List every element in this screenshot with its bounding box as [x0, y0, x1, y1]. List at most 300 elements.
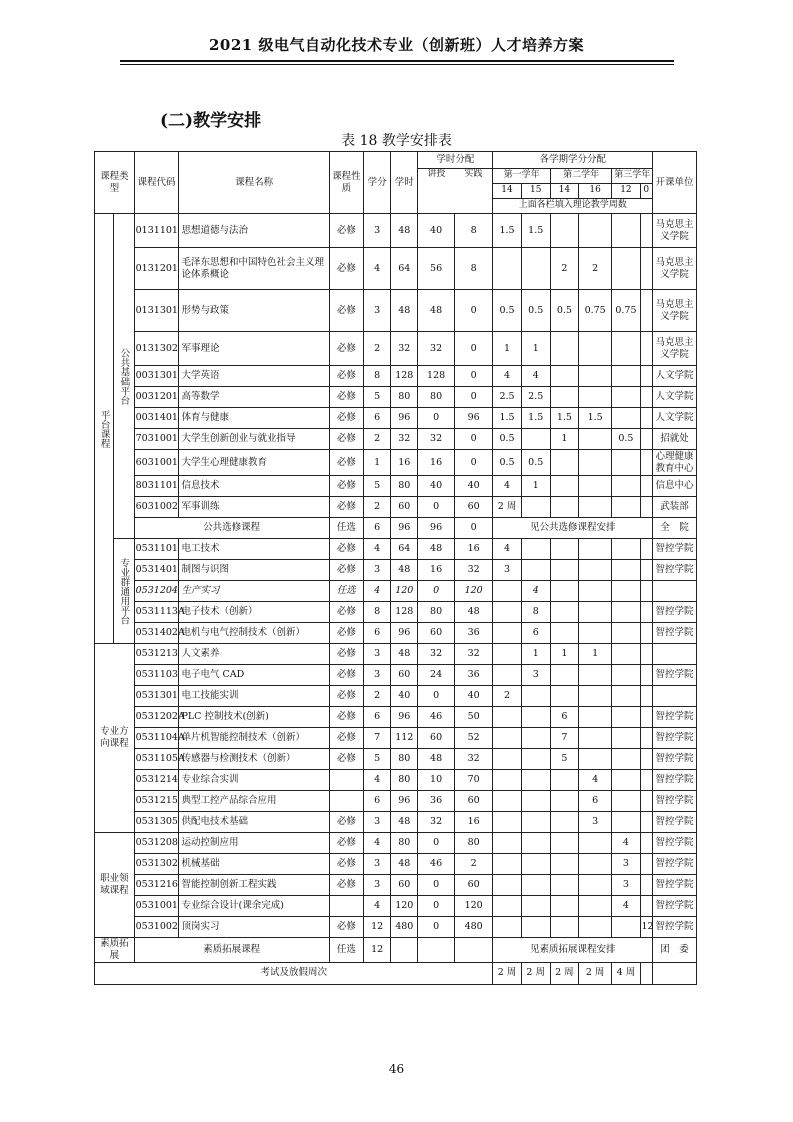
group-public-base: 公共基础平台: [113, 214, 134, 539]
cell-dept: 智控学院: [653, 896, 697, 917]
cell-credit: 5: [364, 387, 391, 408]
cell-practice: 120: [454, 896, 493, 917]
cell-nature: 必修: [329, 602, 363, 623]
course-code: 0131101: [134, 214, 179, 248]
cell-hours: 48: [391, 812, 418, 833]
cell-s4: [578, 214, 611, 248]
cell-credit: 6: [364, 791, 391, 812]
cell-nature: 必修: [329, 408, 363, 429]
course-code: 0131302: [134, 332, 179, 366]
cell-lecture: 36: [418, 791, 455, 812]
cell-hours: 80: [391, 749, 418, 770]
cell-dept: 人文学院: [653, 408, 697, 429]
cell-nature: 必修: [329, 686, 363, 707]
cell-dept: 智控学院: [653, 728, 697, 749]
table-row: [95, 387, 697, 408]
course-code: 0031301: [134, 366, 179, 387]
cell-lecture: 0: [418, 497, 455, 518]
cell-nature: 必修: [329, 665, 363, 686]
cell-s2: [521, 791, 550, 812]
course-name: 机械基础: [179, 854, 329, 875]
cell-s4: [578, 387, 611, 408]
cell-s6: [640, 728, 653, 749]
table-row: [95, 408, 697, 429]
cell-dept: 招就处: [653, 429, 697, 450]
course-name: 高等数学: [179, 387, 329, 408]
cell-s1: [493, 665, 521, 686]
cell-practice: 32: [454, 749, 493, 770]
cell-s5: [612, 387, 640, 408]
cell-s4: [578, 833, 611, 854]
cell-hours: 48: [391, 560, 418, 581]
cell-hours: 120: [391, 896, 418, 917]
cell-dept: 智控学院: [653, 749, 697, 770]
cell-s1: 4: [493, 366, 521, 387]
cell-dept: 智控学院: [653, 560, 697, 581]
cell-practice: 120: [454, 581, 493, 602]
cell-hours: 48: [391, 290, 418, 332]
cell-s3: [550, 833, 578, 854]
course-name: 电子技术（创新）: [179, 602, 329, 623]
cell-dept: 智控学院: [653, 665, 697, 686]
table-row: [95, 791, 697, 812]
course-name: 形势与政策: [179, 290, 329, 332]
cell-s2: [521, 539, 550, 560]
cell-hours: 96: [391, 408, 418, 429]
cell-hours: 96: [391, 518, 418, 539]
cell-hours: 48: [391, 214, 418, 248]
table-row: [95, 938, 697, 963]
cell-lecture: 24: [418, 665, 455, 686]
cell-lecture: 16: [418, 560, 455, 581]
cell-s4: [578, 497, 611, 518]
cell-s4: [578, 896, 611, 917]
cell-s4: [578, 749, 611, 770]
cell-s5: 0.5: [612, 429, 640, 450]
cell-s5: [612, 214, 640, 248]
cell-hours: 32: [391, 332, 418, 366]
course-name: 智能控制创新工程实践: [179, 875, 329, 896]
cell-s6: [640, 791, 653, 812]
cell-credit: 4: [364, 539, 391, 560]
course-code: 0031401: [134, 408, 179, 429]
cell-s2: [521, 429, 550, 450]
header-rule-thin: [120, 64, 674, 65]
cell-nature: 必修: [329, 812, 363, 833]
cell-credit: 3: [364, 214, 391, 248]
table-row: [95, 214, 697, 248]
cell-credit: 12: [364, 917, 391, 938]
cell-s2: 1: [521, 644, 550, 665]
cell-s6: [640, 623, 653, 644]
header-sem-dist: 各学期学分分配: [493, 152, 653, 169]
cell-s4: [578, 917, 611, 938]
cell-s6: [640, 770, 653, 791]
course-code: 0531302: [134, 854, 179, 875]
cell-practice: 0: [454, 450, 493, 476]
cell-s5: [612, 497, 640, 518]
cell-s5: 3: [612, 854, 640, 875]
course-name: 制图与识图: [179, 560, 329, 581]
cell-s2: 6: [521, 623, 550, 644]
table-row: [95, 917, 697, 938]
table-row: [95, 429, 697, 450]
cell-lecture: 32: [418, 429, 455, 450]
table-row: [95, 539, 697, 560]
cell-s6: [640, 875, 653, 896]
cell-nature: 必修: [329, 854, 363, 875]
course-name: 专业综合实训: [179, 770, 329, 791]
cell-s4: [578, 665, 611, 686]
cell-s5: [612, 644, 640, 665]
cell-s2: 0.5: [521, 450, 550, 476]
course-name: 毛泽东思想和中国特色社会主义理论体系概论: [179, 248, 329, 290]
header-course-name: 课程名称: [179, 152, 329, 214]
course-name: 大学生创新创业与就业指导: [179, 429, 329, 450]
course-code: 0131301: [134, 290, 179, 332]
course-code: 0531216: [134, 875, 179, 896]
group-career-field: 职业领域课程: [95, 833, 135, 938]
exam-week: 4 周: [612, 962, 640, 984]
cell-s6: [640, 581, 653, 602]
cell-hours: 480: [391, 917, 418, 938]
cell-s3: 0.5: [550, 290, 578, 332]
header-hour-dist: 学时分配: [418, 152, 493, 169]
cell-s2: [521, 749, 550, 770]
cell-nature: 必修: [329, 248, 363, 290]
cell-s3: [550, 366, 578, 387]
cell-s1: [493, 248, 521, 290]
cell-s1: 4: [493, 476, 521, 497]
cell-lecture: 48: [418, 749, 455, 770]
cell-lecture: 16: [418, 450, 455, 476]
cell-nature: 必修: [329, 707, 363, 728]
cell-dept: 智控学院: [653, 791, 697, 812]
group-prof-platform: 专业群通用平台: [113, 539, 134, 644]
cell-hours: 112: [391, 728, 418, 749]
header-rule-thick: [120, 60, 674, 62]
cell-credit: 1: [364, 450, 391, 476]
course-code: 0531103: [134, 665, 179, 686]
cell-hours: 48: [391, 854, 418, 875]
cell-practice: 2: [454, 854, 493, 875]
header-course-code: 课程代码: [134, 152, 179, 214]
cell-s6: [640, 408, 653, 429]
cell-s4: [578, 623, 611, 644]
cell-dept: 团 委: [653, 938, 697, 963]
cell-s5: [612, 812, 640, 833]
cell-lecture: 60: [418, 623, 455, 644]
cell-lecture: 96: [418, 518, 455, 539]
cell-hours: 60: [391, 497, 418, 518]
cell-s5: [612, 917, 640, 938]
table-row: [95, 450, 697, 476]
cell-s3: [550, 665, 578, 686]
table-row: [95, 602, 697, 623]
cell-lecture: 0: [418, 408, 455, 429]
cell-s4: [578, 875, 611, 896]
cell-dept: 马克思主义学院: [653, 248, 697, 290]
cell-practice: 40: [454, 686, 493, 707]
cell-s1: [493, 896, 521, 917]
cell-lecture: 80: [418, 602, 455, 623]
cell-s1: [493, 728, 521, 749]
cell-s5: [612, 770, 640, 791]
cell-nature: [329, 896, 363, 917]
header-hour-sub: [418, 169, 493, 214]
cell-credit: 3: [364, 812, 391, 833]
cell-practice: 96: [454, 408, 493, 429]
cell-s3: 1.5: [550, 408, 578, 429]
table-row: [95, 366, 697, 387]
cell-s4: [578, 686, 611, 707]
course-name: 军事训练: [179, 497, 329, 518]
course-code: 0531002: [134, 917, 179, 938]
cell-nature: 任选: [329, 581, 363, 602]
table-row: [95, 248, 697, 290]
cell-arrangement-note: 见公共选修课程安排: [493, 518, 653, 539]
cell-practice: 0: [454, 518, 493, 539]
cell-nature: 必修: [329, 539, 363, 560]
header-year1: 第一学年: [493, 169, 550, 184]
cell-s5: [612, 539, 640, 560]
section-heading: (二)教学安排: [160, 111, 262, 131]
exam-week: [640, 962, 653, 984]
course-code: 0531305: [134, 812, 179, 833]
cell-lecture: 48: [418, 539, 455, 560]
cell-credit: 5: [364, 749, 391, 770]
course-code: 0531104A: [134, 728, 179, 749]
cell-credit: 3: [364, 290, 391, 332]
cell-nature: 必修: [329, 833, 363, 854]
header-course-nature: 课程性质: [329, 152, 363, 214]
header-lecture: 讲授: [427, 169, 446, 179]
course-code: 0531208: [134, 833, 179, 854]
course-name: 大学英语: [179, 366, 329, 387]
header-year2: 第二学年: [550, 169, 612, 184]
cell-lecture: [418, 938, 455, 963]
course-name: 供配电技术基础: [179, 812, 329, 833]
cell-practice: 8: [454, 248, 493, 290]
exam-week: 2 周: [493, 962, 521, 984]
group-quality: 素质拓展: [95, 938, 135, 963]
table-row: [95, 644, 697, 665]
cell-s2: [521, 497, 550, 518]
cell-s3: [550, 539, 578, 560]
cell-lecture: 46: [418, 707, 455, 728]
cell-s3: [550, 450, 578, 476]
cell-practice: 480: [454, 917, 493, 938]
exam-week: 2 周: [578, 962, 611, 984]
course-name: 顶岗实习: [179, 917, 329, 938]
cell-dept: 马克思主义学院: [653, 214, 697, 248]
week-6: 0: [640, 184, 653, 199]
course-code: 0531213: [134, 644, 179, 665]
cell-s5: [612, 749, 640, 770]
cell-credit: 6: [364, 408, 391, 429]
cell-s2: 2.5: [521, 387, 550, 408]
course-code: 0131201: [134, 248, 179, 290]
cell-dept: 智控学院: [653, 623, 697, 644]
cell-s1: 0.5: [493, 290, 521, 332]
cell-hours: 80: [391, 476, 418, 497]
cell-hours: 80: [391, 770, 418, 791]
cell-nature: 必修: [329, 290, 363, 332]
course-name: 单片机智能控制技术（创新）: [179, 728, 329, 749]
table-row: [95, 518, 697, 539]
cell-nature: 必修: [329, 749, 363, 770]
cell-credit: 5: [364, 476, 391, 497]
cell-s5: [612, 476, 640, 497]
cell-s6: [640, 602, 653, 623]
cell-s2: 4: [521, 366, 550, 387]
cell-lecture: 0: [418, 833, 455, 854]
page-number: 46: [388, 1062, 405, 1076]
cell-s1: 0.5: [493, 450, 521, 476]
course-code: 7031001: [134, 429, 179, 450]
cell-credit: 2: [364, 429, 391, 450]
cell-dept: [653, 686, 697, 707]
table-row: [95, 290, 697, 332]
cell-s5: [612, 686, 640, 707]
cell-nature: 任选: [329, 938, 363, 963]
cell-hours: 128: [391, 602, 418, 623]
cell-s2: 1.5: [521, 408, 550, 429]
table-row: [95, 854, 697, 875]
cell-s4: [578, 602, 611, 623]
course-name: 大学生心理健康教育: [179, 450, 329, 476]
cell-s4: [578, 707, 611, 728]
header-dept: 开课单位: [653, 152, 697, 214]
cell-s4: 2: [578, 248, 611, 290]
cell-credit: 8: [364, 602, 391, 623]
cell-s4: [578, 450, 611, 476]
cell-credit: 4: [364, 248, 391, 290]
cell-s2: [521, 560, 550, 581]
cell-dept: 智控学院: [653, 602, 697, 623]
cell-s2: [521, 896, 550, 917]
cell-hours: 64: [391, 539, 418, 560]
cell-s2: 8: [521, 602, 550, 623]
cell-nature: 必修: [329, 728, 363, 749]
cell-s1: [493, 791, 521, 812]
week-4: 16: [578, 184, 611, 199]
cell-dept: 智控学院: [653, 707, 697, 728]
cell-credit: 3: [364, 875, 391, 896]
course-code: 0531001: [134, 896, 179, 917]
cell-hours: 64: [391, 248, 418, 290]
cell-nature: 必修: [329, 387, 363, 408]
course-name: 人文素养: [179, 644, 329, 665]
cell-s1: 1: [493, 332, 521, 366]
cell-hours: 40: [391, 686, 418, 707]
cell-s3: [550, 686, 578, 707]
cell-s6: [640, 665, 653, 686]
cell-s3: [550, 896, 578, 917]
course-name: 电工技术: [179, 539, 329, 560]
cell-s5: 4: [612, 896, 640, 917]
cell-s5: [612, 728, 640, 749]
cell-practice: 40: [454, 476, 493, 497]
course-name: 信息技术: [179, 476, 329, 497]
cell-dept: 马克思主义学院: [653, 332, 697, 366]
cell-lecture: 40: [418, 476, 455, 497]
cell-s3: [550, 560, 578, 581]
cell-hours: 48: [391, 644, 418, 665]
cell-hours: 60: [391, 875, 418, 896]
cell-s3: [550, 875, 578, 896]
table-row: [95, 875, 697, 896]
cell-s1: [493, 644, 521, 665]
cell-credit: 7: [364, 728, 391, 749]
cell-s6: [640, 896, 653, 917]
course-name: 体育与健康: [179, 408, 329, 429]
cell-credit: 4: [364, 833, 391, 854]
course-name: 思想道德与法治: [179, 214, 329, 248]
week-3: 14: [550, 184, 578, 199]
cell-s2: [521, 728, 550, 749]
cell-s4: [578, 728, 611, 749]
cell-credit: 6: [364, 623, 391, 644]
cell-credit: 2: [364, 332, 391, 366]
cell-s2: [521, 854, 550, 875]
cell-s1: [493, 875, 521, 896]
cell-s2: [521, 812, 550, 833]
cell-s3: [550, 770, 578, 791]
cell-s2: 3: [521, 665, 550, 686]
course-name: 军事理论: [179, 332, 329, 366]
cell-s3: [550, 917, 578, 938]
cell-s3: 6: [550, 707, 578, 728]
cell-s3: [550, 791, 578, 812]
header-course-type: 课程类型: [95, 152, 135, 214]
cell-s6: [640, 686, 653, 707]
cell-lecture: 32: [418, 812, 455, 833]
course-code: 0531202A: [134, 707, 179, 728]
course-code: 0531301: [134, 686, 179, 707]
table-row: [95, 749, 697, 770]
course-code: 0531105A: [134, 749, 179, 770]
cell-s3: 7: [550, 728, 578, 749]
cell-s1: 2: [493, 686, 521, 707]
exam-dept: [653, 962, 697, 984]
cell-s3: 5: [550, 749, 578, 770]
table-row: [95, 665, 697, 686]
cell-s5: [612, 450, 640, 476]
table-row: [95, 707, 697, 728]
cell-s5: [612, 332, 640, 366]
cell-s1: [493, 833, 521, 854]
cell-dept: [653, 644, 697, 665]
cell-s4: [578, 539, 611, 560]
cell-s3: [550, 854, 578, 875]
cell-s3: 1: [550, 429, 578, 450]
cell-s5: [612, 707, 640, 728]
cell-s2: 0.5: [521, 290, 550, 332]
cell-hours: 80: [391, 387, 418, 408]
cell-s5: [612, 623, 640, 644]
header-practice: 实践: [464, 169, 483, 179]
cell-dept: 智控学院: [653, 875, 697, 896]
cell-s1: 2 周: [493, 497, 521, 518]
cell-lecture: 10: [418, 770, 455, 791]
course-name: PLC 控制技术(创新): [179, 707, 329, 728]
cell-lecture: 56: [418, 248, 455, 290]
cell-s6: [640, 366, 653, 387]
course-code: 0531401: [134, 560, 179, 581]
cell-hours: 60: [391, 665, 418, 686]
cell-s2: [521, 917, 550, 938]
